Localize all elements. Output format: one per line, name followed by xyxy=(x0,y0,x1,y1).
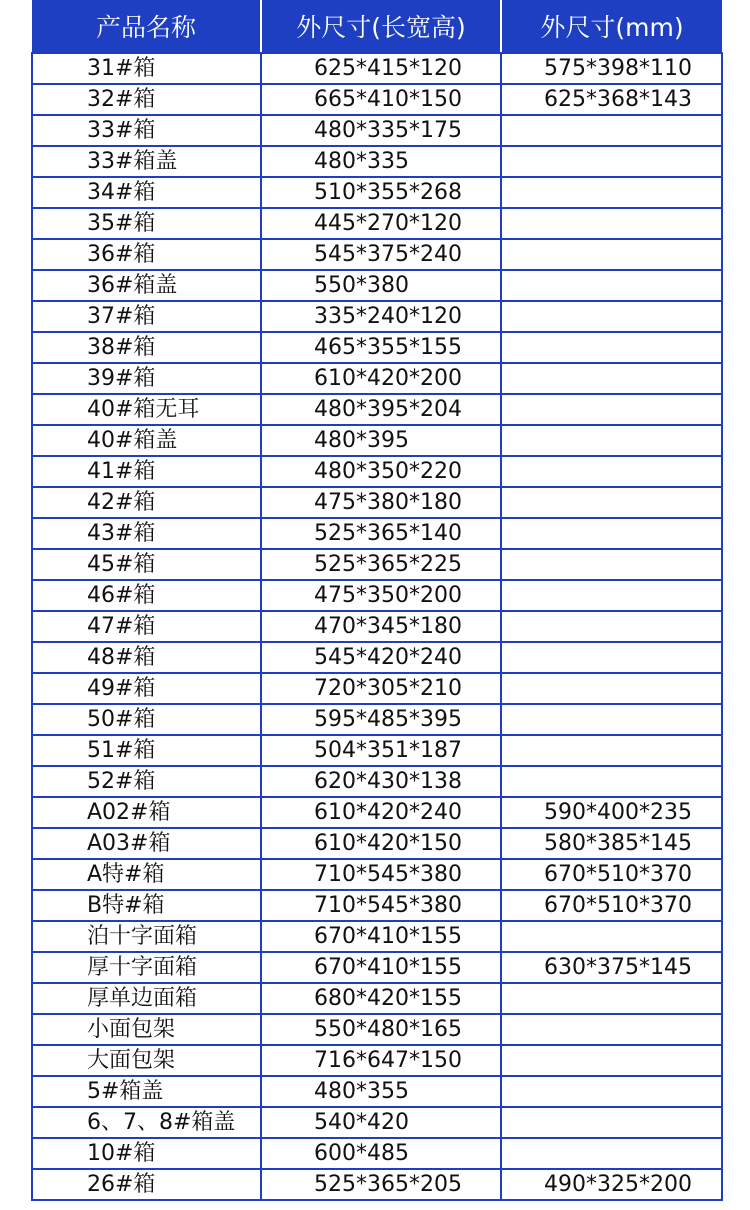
product-name-cell: 32#箱 xyxy=(32,84,261,115)
product-name-cell: 6、7、8#箱盖 xyxy=(32,1107,261,1138)
size-mm-cell: 590*400*235 xyxy=(501,797,722,828)
size-mm-cell: 670*510*370 xyxy=(501,890,722,921)
product-name-cell: A02#箱 xyxy=(32,797,261,828)
outer-size-cell: 510*355*268 xyxy=(261,177,501,208)
product-name-cell: 37#箱 xyxy=(32,301,261,332)
table-row xyxy=(32,642,722,673)
product-name-cell: 43#箱 xyxy=(32,518,261,549)
outer-size-cell: 720*305*210 xyxy=(261,673,501,704)
outer-size-cell: 504*351*187 xyxy=(261,735,501,766)
product-name-cell: 厚单边面箱 xyxy=(32,983,261,1014)
outer-size-cell: 445*270*120 xyxy=(261,208,501,239)
outer-size-cell: 465*355*155 xyxy=(261,332,501,363)
size-mm-cell xyxy=(501,642,722,673)
table-row xyxy=(32,1014,722,1045)
header-product-name: 产品名称 xyxy=(32,0,261,53)
outer-size-cell: 540*420 xyxy=(261,1107,501,1138)
outer-size-cell: 475*380*180 xyxy=(261,487,501,518)
product-size-table xyxy=(31,0,723,1201)
table-row xyxy=(32,53,722,84)
outer-size-cell: 525*365*225 xyxy=(261,549,501,580)
table-row xyxy=(32,735,722,766)
product-name-cell: 48#箱 xyxy=(32,642,261,673)
size-mm-cell: 580*385*145 xyxy=(501,828,722,859)
product-name-cell: 45#箱 xyxy=(32,549,261,580)
table-row xyxy=(32,952,722,983)
product-name-cell: A特#箱 xyxy=(32,859,261,890)
table-row xyxy=(32,611,722,642)
size-mm-cell xyxy=(501,766,722,797)
size-mm-cell xyxy=(501,394,722,425)
size-mm-cell xyxy=(501,487,722,518)
table-row xyxy=(32,456,722,487)
table-row xyxy=(32,1138,722,1169)
outer-size-cell: 480*355 xyxy=(261,1076,501,1107)
product-name-cell: 厚十字面箱 xyxy=(32,952,261,983)
size-mm-cell xyxy=(501,270,722,301)
size-mm-cell xyxy=(501,518,722,549)
size-mm-cell: 630*375*145 xyxy=(501,952,722,983)
size-mm-cell xyxy=(501,1045,722,1076)
table-row xyxy=(32,518,722,549)
outer-size-cell: 550*480*165 xyxy=(261,1014,501,1045)
table-row xyxy=(32,1169,722,1200)
size-mm-cell xyxy=(501,425,722,456)
outer-size-cell: 335*240*120 xyxy=(261,301,501,332)
table-row xyxy=(32,828,722,859)
size-mm-cell xyxy=(501,177,722,208)
outer-size-cell: 670*410*155 xyxy=(261,952,501,983)
outer-size-cell: 480*350*220 xyxy=(261,456,501,487)
size-mm-cell xyxy=(501,363,722,394)
product-name-cell: 41#箱 xyxy=(32,456,261,487)
header-row xyxy=(32,0,722,53)
size-mm-cell xyxy=(501,1014,722,1045)
outer-size-cell: 470*345*180 xyxy=(261,611,501,642)
product-name-cell: 51#箱 xyxy=(32,735,261,766)
size-mm-cell xyxy=(501,115,722,146)
table-row xyxy=(32,208,722,239)
size-mm-cell xyxy=(501,146,722,177)
size-mm-cell xyxy=(501,580,722,611)
outer-size-cell: 716*647*150 xyxy=(261,1045,501,1076)
product-name-cell: 泊十字面箱 xyxy=(32,921,261,952)
product-name-cell: 39#箱 xyxy=(32,363,261,394)
size-mm-cell xyxy=(501,673,722,704)
product-name-cell: 38#箱 xyxy=(32,332,261,363)
product-name-cell: 40#箱盖 xyxy=(32,425,261,456)
outer-size-cell: 545*375*240 xyxy=(261,239,501,270)
product-name-cell: 小面包架 xyxy=(32,1014,261,1045)
table-body xyxy=(32,53,722,1200)
table-row xyxy=(32,1107,722,1138)
table-row xyxy=(32,797,722,828)
table-row xyxy=(32,1076,722,1107)
product-name-cell: 33#箱盖 xyxy=(32,146,261,177)
product-name-cell: 34#箱 xyxy=(32,177,261,208)
product-name-cell: 10#箱 xyxy=(32,1138,261,1169)
outer-size-cell: 525*365*140 xyxy=(261,518,501,549)
outer-size-cell: 670*410*155 xyxy=(261,921,501,952)
table-row xyxy=(32,332,722,363)
size-mm-cell: 490*325*200 xyxy=(501,1169,722,1200)
outer-size-cell: 525*365*205 xyxy=(261,1169,501,1200)
outer-size-cell: 480*395 xyxy=(261,425,501,456)
product-name-cell: 36#箱 xyxy=(32,239,261,270)
product-name-cell: 42#箱 xyxy=(32,487,261,518)
outer-size-cell: 545*420*240 xyxy=(261,642,501,673)
product-name-cell: 33#箱 xyxy=(32,115,261,146)
outer-size-cell: 480*335 xyxy=(261,146,501,177)
table-row xyxy=(32,270,722,301)
table-row xyxy=(32,239,722,270)
size-mm-cell xyxy=(501,1138,722,1169)
outer-size-cell: 475*350*200 xyxy=(261,580,501,611)
table-row xyxy=(32,115,722,146)
product-name-cell: 52#箱 xyxy=(32,766,261,797)
size-mm-cell xyxy=(501,921,722,952)
table-row xyxy=(32,983,722,1014)
table-row xyxy=(32,425,722,456)
size-mm-cell xyxy=(501,1107,722,1138)
table-row xyxy=(32,363,722,394)
product-name-cell: B特#箱 xyxy=(32,890,261,921)
table-row xyxy=(32,1045,722,1076)
product-name-cell: 大面包架 xyxy=(32,1045,261,1076)
size-mm-cell xyxy=(501,549,722,580)
table-header xyxy=(32,0,722,53)
outer-size-cell: 680*420*155 xyxy=(261,983,501,1014)
size-mm-cell xyxy=(501,332,722,363)
product-name-cell: 31#箱 xyxy=(32,53,261,84)
table-row xyxy=(32,921,722,952)
table-row xyxy=(32,859,722,890)
outer-size-cell: 710*545*380 xyxy=(261,890,501,921)
header-size-mm: 外尺寸(mm) xyxy=(501,0,722,53)
product-name-cell: 49#箱 xyxy=(32,673,261,704)
size-mm-cell xyxy=(501,239,722,270)
size-mm-cell xyxy=(501,301,722,332)
outer-size-cell: 665*410*150 xyxy=(261,84,501,115)
outer-size-cell: 480*395*204 xyxy=(261,394,501,425)
table-row xyxy=(32,177,722,208)
table-row xyxy=(32,301,722,332)
outer-size-cell: 480*335*175 xyxy=(261,115,501,146)
outer-size-cell: 625*415*120 xyxy=(261,53,501,84)
outer-size-cell: 550*380 xyxy=(261,270,501,301)
product-size-table-container xyxy=(31,0,721,1201)
table-row xyxy=(32,487,722,518)
size-mm-cell xyxy=(501,611,722,642)
size-mm-cell xyxy=(501,1076,722,1107)
outer-size-cell: 610*420*240 xyxy=(261,797,501,828)
table-row xyxy=(32,549,722,580)
size-mm-cell: 575*398*110 xyxy=(501,53,722,84)
product-name-cell: 40#箱无耳 xyxy=(32,394,261,425)
table-row xyxy=(32,146,722,177)
product-name-cell: 5#箱盖 xyxy=(32,1076,261,1107)
table-row xyxy=(32,394,722,425)
table-row xyxy=(32,580,722,611)
size-mm-cell xyxy=(501,456,722,487)
outer-size-cell: 600*485 xyxy=(261,1138,501,1169)
size-mm-cell: 670*510*370 xyxy=(501,859,722,890)
size-mm-cell xyxy=(501,208,722,239)
table-row xyxy=(32,673,722,704)
table-row xyxy=(32,704,722,735)
size-mm-cell xyxy=(501,704,722,735)
table-row xyxy=(32,890,722,921)
table-row xyxy=(32,84,722,115)
product-name-cell: 50#箱 xyxy=(32,704,261,735)
outer-size-cell: 610*420*200 xyxy=(261,363,501,394)
product-name-cell: 36#箱盖 xyxy=(32,270,261,301)
outer-size-cell: 710*545*380 xyxy=(261,859,501,890)
product-name-cell: 47#箱 xyxy=(32,611,261,642)
outer-size-cell: 620*430*138 xyxy=(261,766,501,797)
product-name-cell: A03#箱 xyxy=(32,828,261,859)
size-mm-cell xyxy=(501,983,722,1014)
outer-size-cell: 610*420*150 xyxy=(261,828,501,859)
product-name-cell: 26#箱 xyxy=(32,1169,261,1200)
table-row xyxy=(32,766,722,797)
product-name-cell: 35#箱 xyxy=(32,208,261,239)
size-mm-cell: 625*368*143 xyxy=(501,84,722,115)
product-name-cell: 46#箱 xyxy=(32,580,261,611)
header-outer-size: 外尺寸(长宽高) xyxy=(261,0,501,53)
outer-size-cell: 595*485*395 xyxy=(261,704,501,735)
size-mm-cell xyxy=(501,735,722,766)
